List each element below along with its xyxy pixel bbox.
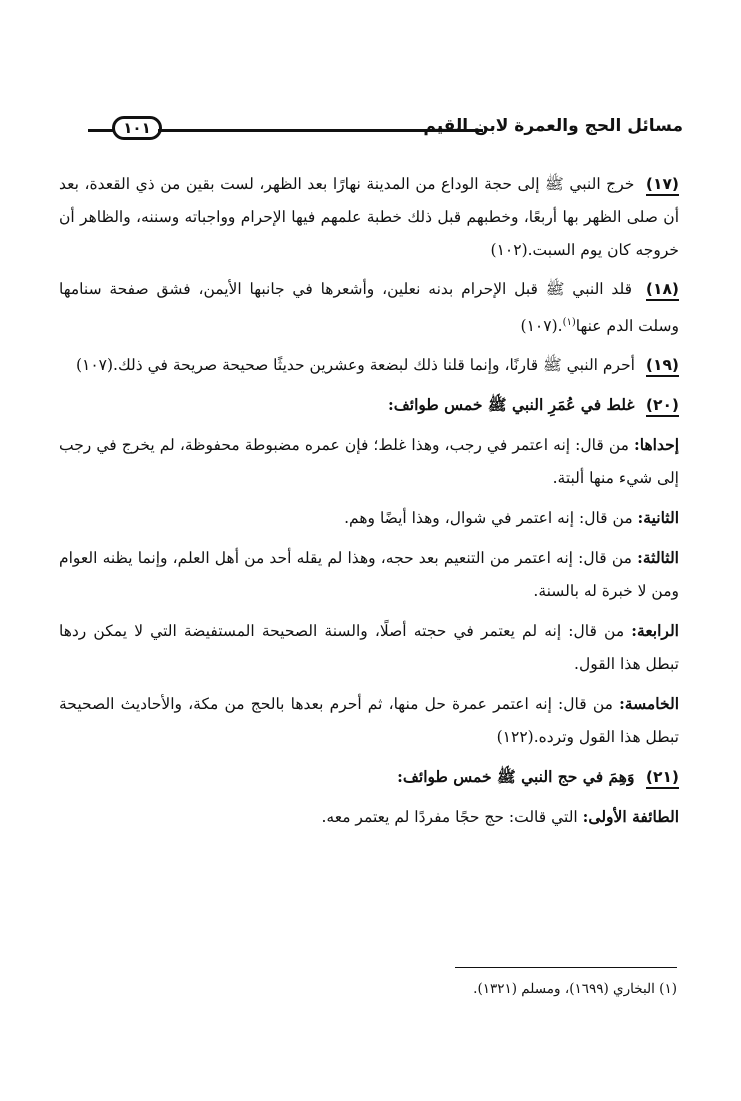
footnote-separator [455, 967, 677, 968]
sub-item-text: من قال: إنه اعتمر في شوال، وهذا أيضًا وهم. [344, 509, 638, 528]
item-20 [59, 388, 679, 422]
page-body [59, 168, 679, 840]
sub-item-lead: إحداها: [634, 435, 679, 455]
running-header [88, 112, 683, 148]
item-18 [59, 273, 679, 343]
item-number: (١٩) [646, 356, 679, 377]
sub-item-2 [59, 501, 679, 535]
sub-item-text: من قال: إنه اعتمر في رجب، وهذا غلط؛ فإن عمره مضبوطة محفوظة، لم يخرج في رجب إلى شيء منها ألبتة. [59, 436, 679, 488]
item-21 [59, 760, 679, 794]
sub-item-text: من قال: إنه اعتمر عمرة حل منها، ثم أحرم بعدها بالحج من مكة، والأحاديث الصحيحة تبطل هذا القول وترده.(١٢٢) [59, 695, 679, 747]
item-17 [59, 168, 679, 267]
sub-item-text: من قال: إنه اعتمر من التنعيم بعد حجه، وهذا لم يقله أحد من أهل العلم، وإنما يظنه العوام ومن لا خبرة له بالسنة. [59, 549, 679, 601]
sub-item-lead: الطائفة الأولى: [582, 807, 679, 827]
footnote-reference: (١) [562, 317, 576, 328]
sub-item-1 [59, 800, 679, 834]
sub-item-5 [59, 687, 679, 754]
item-text: أحرم النبي ﷺ قارنًا، وإنما قلنا ذلك لبضعة وعشرين حديثًا صحيحة صريحة في ذلك.(١٠٧) [75, 356, 635, 375]
sub-item-lead: الثالثة: [637, 548, 679, 568]
item-text-tail: .(١٠٧) [520, 317, 563, 336]
item-number: (١٧) [646, 175, 679, 196]
sub-item-lead: الرابعة: [631, 621, 679, 641]
sub-item-4 [59, 614, 679, 681]
item-heading: غلط في عُمَرِ النبي ﷺ خمس طوائف: [388, 395, 635, 415]
item-19 [59, 349, 679, 382]
page-number: ١٠١ [112, 116, 162, 140]
footnote: (١) البخاري (١٦٩٩)، ومسلم (١٣٢١). [473, 981, 677, 997]
sub-item-1 [59, 428, 679, 495]
sub-item-3 [59, 541, 679, 608]
book-title: مسائل الحج والعمرة لابن القيم [423, 116, 683, 136]
header-left-rule [88, 129, 114, 132]
item-number: (١٨) [646, 280, 679, 301]
item-text: خرج النبي ﷺ إلى حجة الوداع من المدينة نهارًا بعد الظهر، لست بقين من ذي القعدة، بعد أن صلى الظهر بها أربعًا، وخطبهم قبل ذلك خطبة علمهم فيها الإحرام وواجباته وسننه، والظاهر أن خروجه كان يوم السبت.(١٠٢) [59, 175, 679, 259]
sub-item-lead: الخامسة: [619, 694, 679, 714]
sub-item-text: التي قالت: حج حجًا مفردًا لم يعتمر معه. [321, 808, 583, 827]
sub-item-text: من قال: إنه لم يعتمر في حجته أصلًا، والسنة الصحيحة المستفيضة التي لا يمكن ردها تبطل هذا القول. [59, 622, 679, 674]
item-number: (٢١) [646, 768, 679, 789]
item-heading: وَهِمَ في حج النبي ﷺ خمس طوائف: [397, 767, 635, 787]
item-text: قلد النبي ﷺ قبل الإحرام بدنه نعلين، وأشعرها في جانبها الأيمن، فشق صفحة سنامها وسلت الدم عنها [59, 280, 679, 336]
item-number: (٢٠) [646, 396, 679, 417]
sub-item-lead: الثانية: [637, 508, 679, 528]
